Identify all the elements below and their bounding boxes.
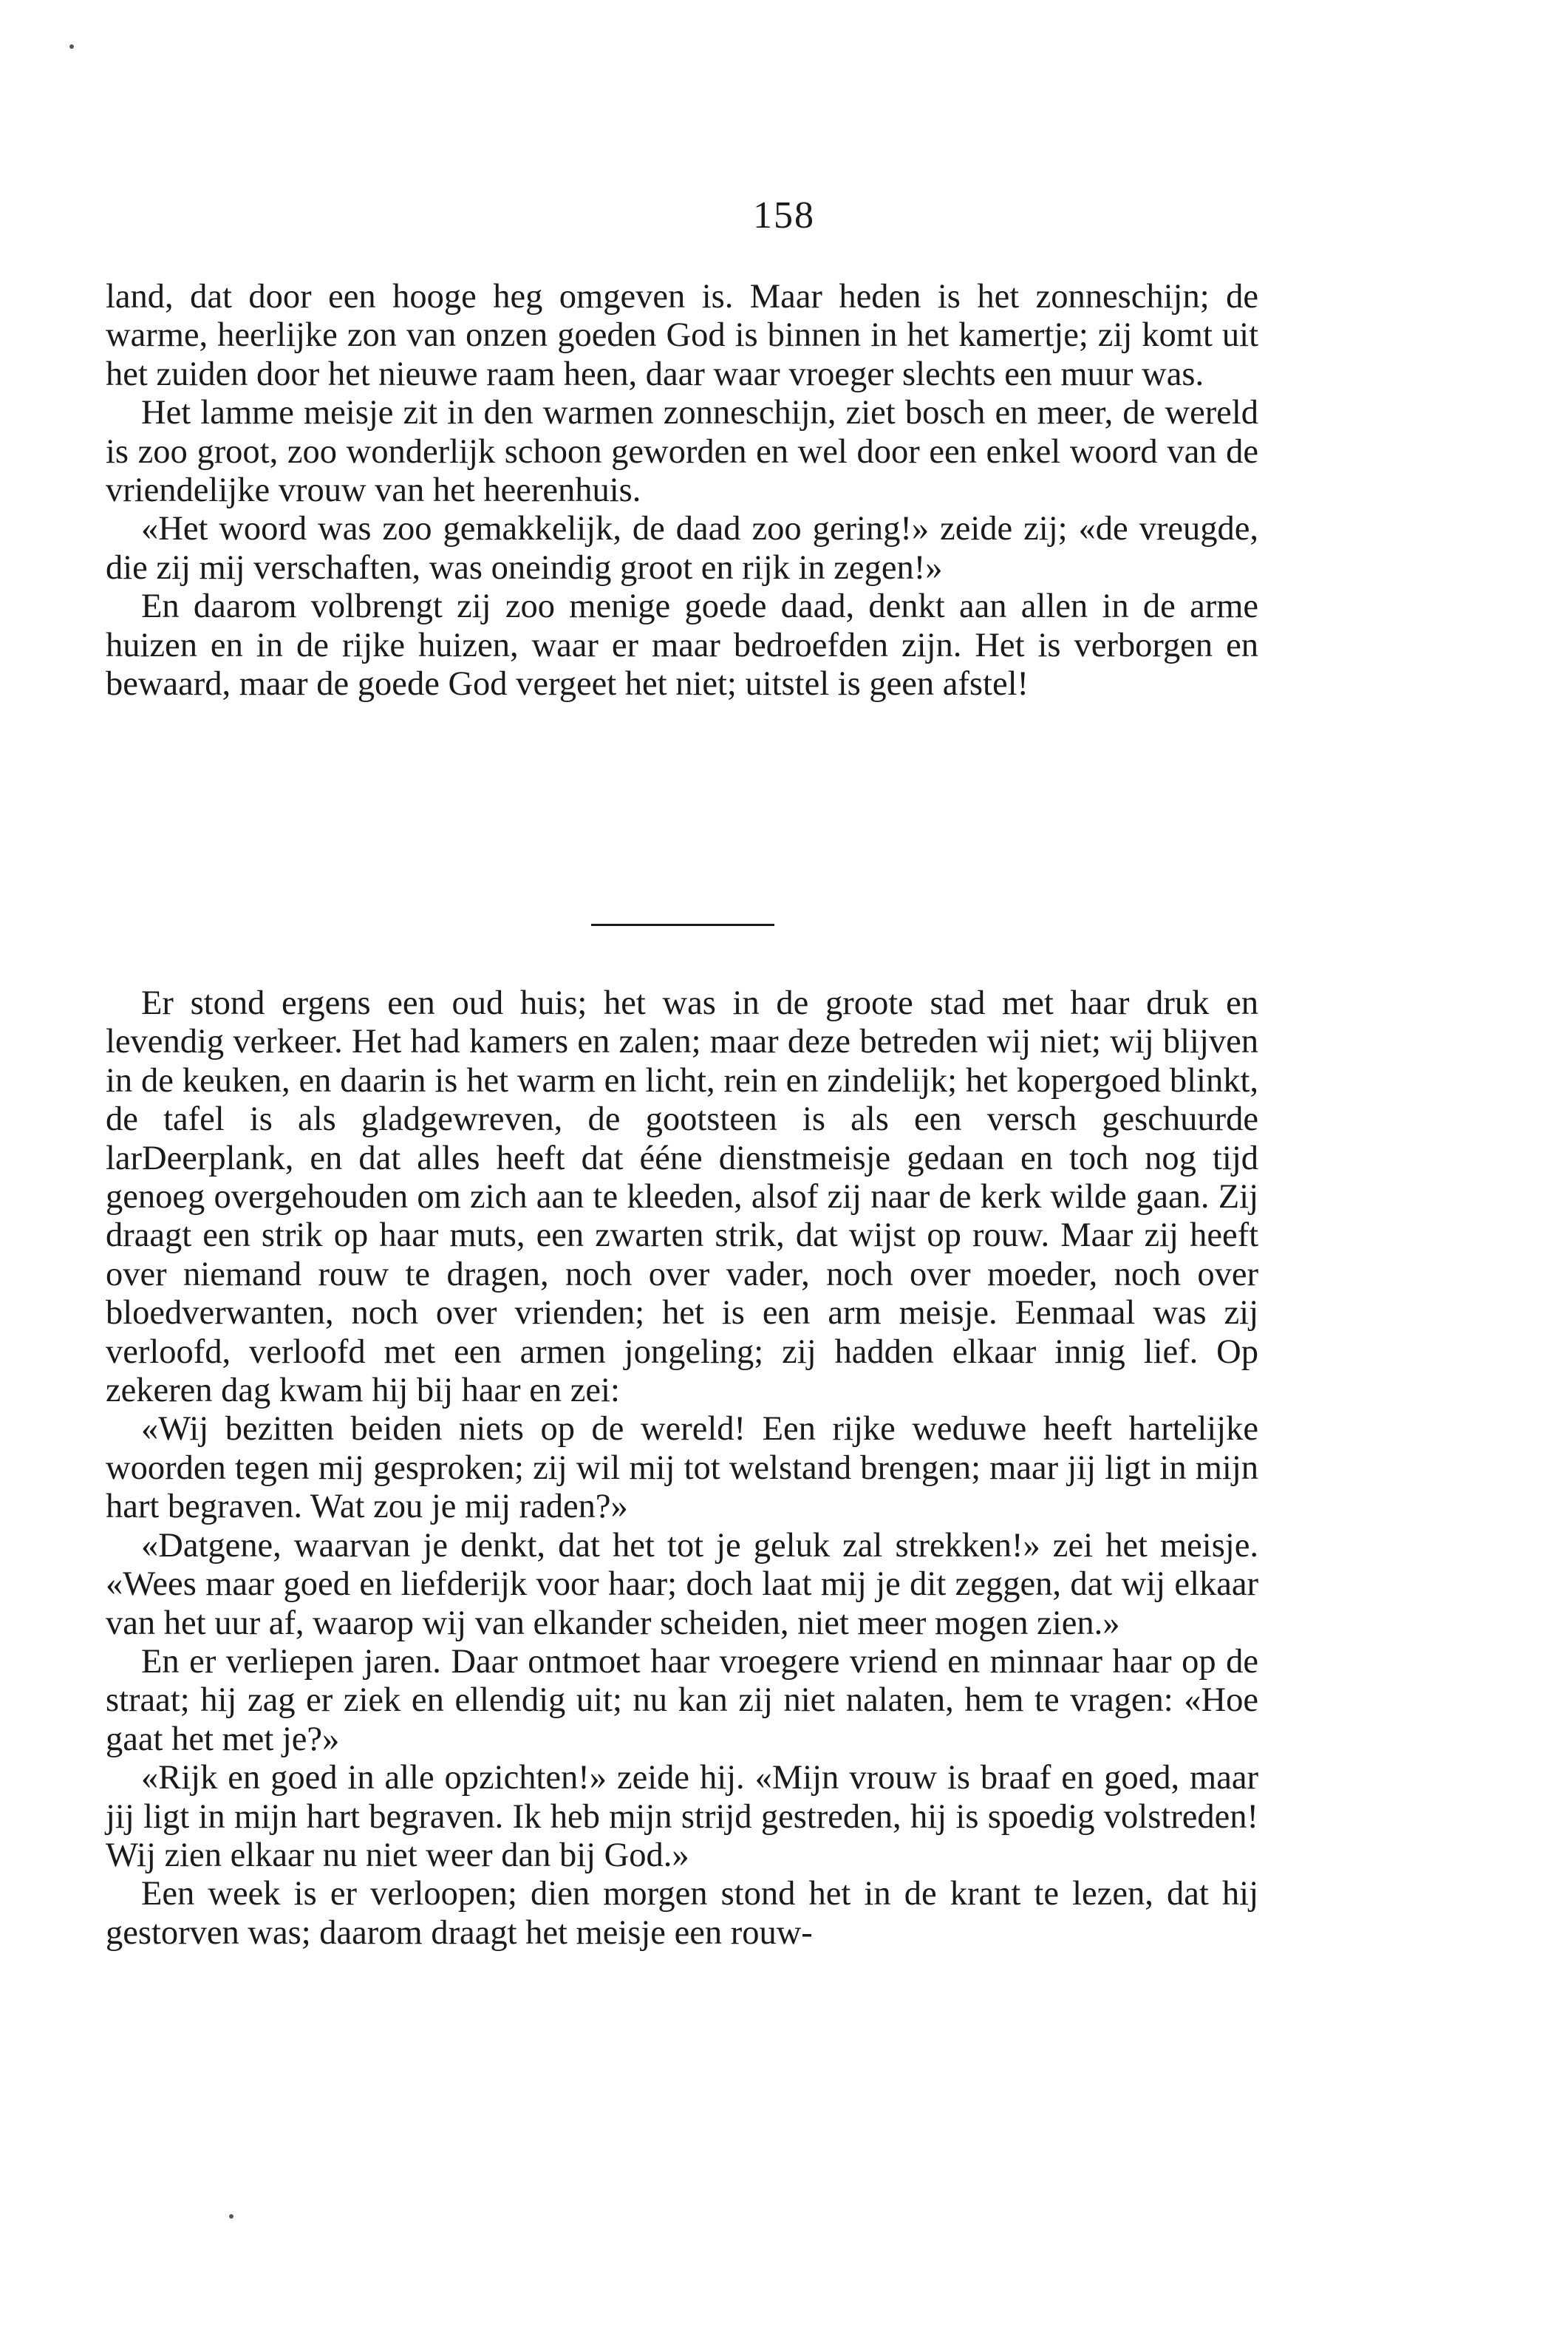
paragraph: land, dat door een hooge heg omgeven is. Maar heden is het zonneschijn; de warme, heerlijke zon van onzen goeden God is binnen in het kamertje; zij komt uit het zuiden door het nieuwe raam heen, daar waar vroeger slechts een muur was. [106,278,1258,393]
page-number: 158 [753,194,815,236]
paragraph: En daarom volbrengt zij zoo menige goede daad, denkt aan allen in de arme huizen en in de rijke huizen, waar er maar bedroefden zijn. Het is verborgen en bewaard, maar de goede God vergeet het niet; uitstel is geen afstel! [106,588,1258,704]
print-speck [69,44,74,49]
paragraph: En er verliepen jaren. Daar ontmoet haar vroegere vriend en minnaar haar op de straat; hij zag er ziek en ellendig uit; nu kan zij niet nalaten, hem te vragen: «Hoe gaat het met je?» [106,1642,1258,1758]
section-divider [591,924,774,926]
paragraph: «Wij bezitten beiden niets op de wereld! Een rijke weduwe heeft hartelijke woorden tegen mij gesproken; zij wil mij tot welstand brengen; maar jij ligt in mijn hart begraven. Wat zou je mij raden?» [106,1410,1258,1526]
paragraph: «Datgene, waarvan je denkt, dat het tot je geluk zal strekken!» zei het meisje. «Wees maar goed en liefderijk voor haar; doch laat mij je dit zeggen, dat wij elkaar van het uur af, waarop wij van elkander scheiden, niet meer mogen zien.» [106,1526,1258,1642]
paragraph: Er stond ergens een oud huis; het was in de groote stad met haar druk en levendig verkeer. Het had kamers en zalen; maar deze betreden wij niet; wij blijven in de keuken, en daarin is het warm en licht, rein en zindelijk; het kopergoed blinkt, de tafel is als gladgewreven, de gootsteen is als een versch geschuurde larDeerplank, en dat alles heeft dat ééne dienstmeisje gedaan en toch nog tijd genoeg overgehouden om zich aan te kleeden, alsof zij naar de kerk wilde gaan. Zij draagt een strik op haar muts, een zwarten strik, dat wijst op rouw. Maar zij heeft over niemand rouw te dragen, noch over vader, noch over moeder, noch over bloedverwanten, noch over vrienden; het is een arm meisje. Eenmaal was zij verloofd, verloofd met een armen jongeling; zij hadden elkaar innig lief. Op zekeren dag kwam hij bij haar en zei: [106,984,1258,1410]
paragraph: «Het woord was zoo gemakkelijk, de daad zoo gering!» zeide zij; «de vreugde, die zij mij verschaften, was oneindig groot en rijk in zegen!» [106,510,1258,587]
print-speck [229,2214,234,2219]
paragraph: «Rijk en goed in alle opzichten!» zeide hij. «Mijn vrouw is braaf en goed, maar jij ligt in mijn hart begraven. Ik heb mijn strijd gestreden, hij is spoedig volstreden! Wij zien elkaar nu niet weer dan bij God.» [106,1759,1258,1874]
paragraph: Het lamme meisje zit in den warmen zonneschijn, ziet bosch en meer, de wereld is zoo groot, zoo wonderlijk schoon geworden en wel door een enkel woord van de vriendelijke vrouw van het heerenhuis. [106,394,1258,510]
text-section-1 [106,278,1258,704]
text-section-2 [106,984,1258,1953]
paragraph: Een week is er verloopen; dien morgen stond het in de krant te lezen, dat hij gestorven was; daarom draagt het meisje een rouw- [106,1875,1258,1952]
